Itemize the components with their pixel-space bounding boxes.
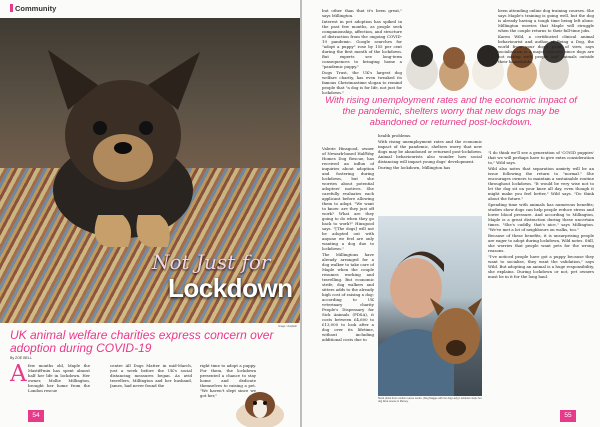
paragraph: few months old, Maple the Mastiff-mix has spent almost half her life in lockdown. Her owner, Mollie Millington, brought her home from the London rescue (28, 363, 90, 393)
paragraph: Dogs Trust, the UK's largest dog welfare charity, has even tweaked its famous Christmastime slogan to remind people that "a dog is for life, not just for lockdown." (322, 70, 402, 95)
paragraph: centre All Dogs Matter in mid-March, just a week before the UK's social distancing measures began. As avid travellers, Millington and her husband, James, had never found the (110, 363, 192, 388)
hero-title-line2: Lockdown (168, 273, 293, 303)
owner-with-dog-photo (378, 216, 482, 396)
photo-caption: Stock photo from London rescue centre. (Dog Maggie with her dog Lady) Lockdown stops her dog Dora rescue in Mersey. (378, 397, 482, 404)
article-column-b (378, 133, 482, 213)
puppy-illustration (28, 40, 218, 250)
byline: By ZOE BELL (10, 356, 32, 360)
paragraph: With rising unemployment rates and the economic impact of the pandemic, shelters worry that new dogs may be abandoned or returned post-lockdown. Animal behaviourists also wonder how social distancing will impact young dogs' development. (378, 139, 482, 164)
section-label: Community (10, 4, 56, 13)
article-column-a-cont (322, 146, 374, 404)
article-column-c (498, 8, 594, 96)
paragraph: Spending time with animals has numerous benefits; studies show dogs can help people reduce stress and lower blood pressure. And according to Millington, Maple is a great distraction during these uncertain times. "She's cuddly, that's nice," says Millington. "We've met a lot of neighbours on walks, too." (488, 202, 594, 232)
right-page (302, 0, 600, 427)
standfirst: UK animal welfare charities express concern over adoption during COVID-19 (10, 328, 274, 355)
article-column-d (488, 150, 594, 408)
paragraph: "I do think we'll see a generation of 'COVID puppies' that we will perhaps have to give extra consideration to," Wild says. (488, 150, 594, 165)
paragraph: but other than that it's been great," says Millington. (322, 8, 402, 18)
paragraph: During the lockdown, Millington has (378, 165, 451, 170)
paragraph: been attending online dog training courses. She says Maple's training is going well, but the dog is already having a tough time being left alone. Millington worries that Maple will struggle when the couple returns to their full-time jobs. (498, 8, 594, 33)
hero-photo (0, 18, 300, 323)
paragraph: "I've noticed people have got a puppy because they want to socialise, they want the validation," says Wild. But adopting an animal is a huge responsibility, she explains. During lockdown or not, pet owners must be in it for the long haul. (488, 254, 594, 279)
paragraph: health problems. (378, 133, 412, 138)
pull-quote: With rising unemployment rates and the economic impact of the pandemic, shelters worry that new dogs may be abandoned or returned post-lockdown. (325, 95, 577, 128)
photo-credit: Image: Unsplash (278, 325, 297, 328)
paragraph: Because of these benefits, it is unsurprising people are eager to adopt during lockdown, Wild notes. Still, she worries that people want pets for the wrong reasons. (488, 233, 594, 253)
page-number-right: 55 (560, 410, 576, 422)
paragraph: The Millingtons have already arranged for a dog walker to take care of Maple when the couple resumes working and travelling. But economic strife, dog walkers and sitters adds to the already high cost of raising a dog: according to UK veterinary charity People's Dispensary for Sick Animals (PDSA), it costs between £4,600 to £13,000 to look after a dog over its lifetime, without including additional costs due to (322, 252, 374, 342)
puppy-thumbnail (230, 387, 290, 427)
paragraph: Wild also notes that separation anxiety will be an issue following the return to "normal." She encourages owners to maintain a sustainable routine throughout lockdown. "It would be very wise not to let the dog sit on your knee all day, even though it might make you feel better," Wild says. "Do think about the future." (488, 166, 594, 201)
owner-dog-illustration (378, 216, 482, 396)
intro-column-2 (110, 363, 192, 403)
paragraph: right time to adopt a puppy. For them, the lockdown presented a chance to stay home and dedicate themselves to raising a pet. "We haven't slept since we got her," (200, 363, 256, 398)
page-number-left: 54 (28, 410, 44, 422)
paragraph: Karen Wild, a certificated clinical animal behaviourist and author of Being a Dog, the world from your dog's point of view, says socialisation is a major concern, since dogs are not mixing with people and animals outside their households. (498, 34, 594, 64)
section-bar (10, 4, 13, 12)
drop-cap: A (10, 361, 27, 387)
intro-column-1 (28, 363, 90, 403)
paragraph: Valerie Hinsgood, owner of Newark-based HalfWay Homes Dog Rescue, has received an influx of inquiries about adoption and fostering during lockdown, but she worries about potential adopters' motives. She carefully evaluates each applicant before allowing them to adopt. "We want to know: are they just off work? What are they going to do when they go back to work?" Hinsgood says. "[The dogs] will not be adopted out with anyone we feel are only wanting a dog due to lockdown." (322, 146, 374, 251)
paragraph: Interest in pet adoption has spiked in the past few months, as people seek companionship, affection, and structure of distraction from the ongoing COVID-19 pandemic. Google searches for "adopt a puppy" rose by 155 per cent during the first month of the lockdown. But experts see long-term consequences to bringing home a "pandemic puppy." (322, 19, 402, 69)
hero-title-line1: Not Just for (152, 250, 271, 274)
